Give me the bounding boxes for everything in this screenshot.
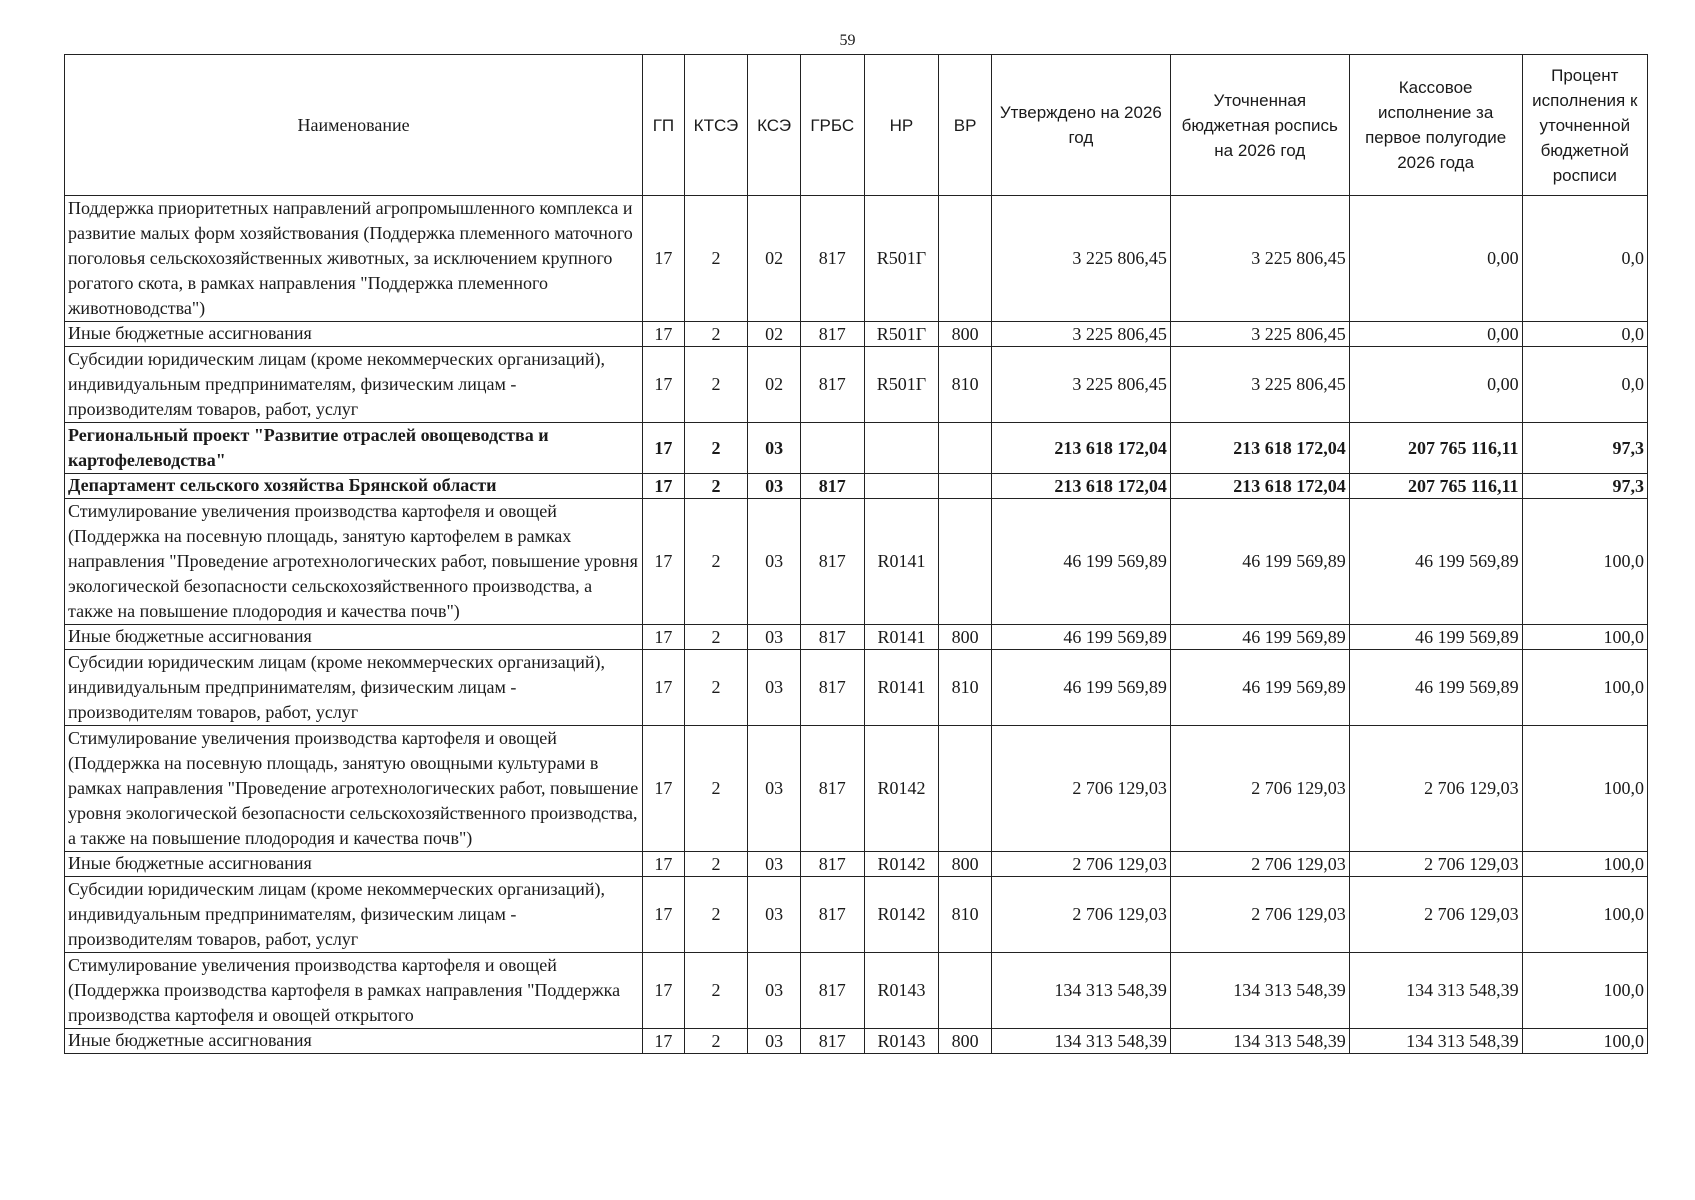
cell-percent: 100,0	[1522, 499, 1647, 625]
cell-kse: 02	[748, 347, 801, 423]
cell-kse: 03	[748, 474, 801, 499]
cell-approved: 213 618 172,04	[991, 423, 1170, 474]
cell-grbs: 817	[800, 1029, 864, 1054]
cell-ktse: 2	[684, 953, 748, 1029]
cell-gp: 17	[643, 625, 684, 650]
budget-table	[64, 54, 1648, 1054]
cell-approved: 134 313 548,39	[991, 953, 1170, 1029]
cell-name: Департамент сельского хозяйства Брянской области	[65, 474, 643, 499]
cell-cash: 2 706 129,03	[1349, 877, 1522, 953]
header-vr: ВР	[939, 55, 992, 196]
cell-gp: 17	[643, 196, 684, 322]
cell-vr: 800	[939, 322, 992, 347]
cell-nr	[864, 474, 939, 499]
table-body	[65, 196, 1648, 1054]
cell-grbs: 817	[800, 650, 864, 726]
cell-ktse: 2	[684, 322, 748, 347]
cell-gp: 17	[643, 726, 684, 852]
cell-kse: 03	[748, 852, 801, 877]
cell-name: Субсидии юридическим лицам (кроме некоммерческих организаций), индивидуальным предпринимателям, физическим лицам - производителям товаров, работ, услуг	[65, 347, 643, 423]
header-grbs: ГРБС	[800, 55, 864, 196]
cell-kse: 03	[748, 877, 801, 953]
cell-grbs: 817	[800, 347, 864, 423]
cell-kse: 03	[748, 726, 801, 852]
cell-grbs: 817	[800, 499, 864, 625]
cell-kse: 03	[748, 423, 801, 474]
cell-refined: 2 706 129,03	[1170, 877, 1349, 953]
cell-nr: R501Г	[864, 322, 939, 347]
cell-refined: 3 225 806,45	[1170, 196, 1349, 322]
cell-percent: 97,3	[1522, 474, 1647, 499]
cell-vr	[939, 196, 992, 322]
cell-cash: 46 199 569,89	[1349, 625, 1522, 650]
header-gp: ГП	[643, 55, 684, 196]
cell-percent: 0,0	[1522, 196, 1647, 322]
header-approved: Утверждено на 2026 год	[991, 55, 1170, 196]
cell-percent: 0,0	[1522, 347, 1647, 423]
cell-approved: 3 225 806,45	[991, 322, 1170, 347]
cell-name: Поддержка приоритетных направлений агропромышленного комплекса и развитие малых форм хозяйствования (Поддержка племенного маточного поголовья сельскохозяйственных животных, за исключением крупного рогатого скота, в рамках направления "Поддержка племенного животноводства")	[65, 196, 643, 322]
cell-ktse: 2	[684, 499, 748, 625]
cell-name: Иные бюджетные ассигнования	[65, 1029, 643, 1054]
page-number: 59	[839, 32, 856, 49]
cell-ktse: 2	[684, 852, 748, 877]
cell-ktse: 2	[684, 347, 748, 423]
cell-nr	[864, 423, 939, 474]
table-row	[65, 726, 1648, 852]
cell-approved: 46 199 569,89	[991, 650, 1170, 726]
cell-ktse: 2	[684, 877, 748, 953]
cell-vr	[939, 953, 992, 1029]
cell-percent: 100,0	[1522, 1029, 1647, 1054]
cell-percent: 100,0	[1522, 625, 1647, 650]
cell-nr: R0141	[864, 499, 939, 625]
cell-percent: 97,3	[1522, 423, 1647, 474]
cell-name: Субсидии юридическим лицам (кроме некоммерческих организаций), индивидуальным предпринимателям, физическим лицам - производителям товаров, работ, услуг	[65, 877, 643, 953]
cell-vr: 810	[939, 347, 992, 423]
cell-vr: 800	[939, 625, 992, 650]
cell-refined: 134 313 548,39	[1170, 1029, 1349, 1054]
cell-vr: 810	[939, 650, 992, 726]
cell-ktse: 2	[684, 196, 748, 322]
cell-kse: 03	[748, 650, 801, 726]
cell-name: Стимулирование увеличения производства картофеля и овощей (Поддержка производства картофеля в рамках направления "Поддержка производства картофеля и овощей открытого	[65, 953, 643, 1029]
cell-cash: 0,00	[1349, 322, 1522, 347]
cell-cash: 0,00	[1349, 196, 1522, 322]
table-row	[65, 499, 1648, 625]
cell-refined: 213 618 172,04	[1170, 423, 1349, 474]
cell-percent: 100,0	[1522, 852, 1647, 877]
cell-kse: 03	[748, 1029, 801, 1054]
cell-gp: 17	[643, 322, 684, 347]
cell-name: Иные бюджетные ассигнования	[65, 852, 643, 877]
cell-approved: 3 225 806,45	[991, 196, 1170, 322]
cell-grbs: 817	[800, 625, 864, 650]
cell-cash: 46 199 569,89	[1349, 650, 1522, 726]
cell-ktse: 2	[684, 650, 748, 726]
header-name: Наименование	[65, 55, 643, 196]
table-row	[65, 474, 1648, 499]
cell-percent: 100,0	[1522, 726, 1647, 852]
cell-grbs: 817	[800, 877, 864, 953]
cell-refined: 46 199 569,89	[1170, 650, 1349, 726]
cell-nr: R0142	[864, 877, 939, 953]
cell-refined: 3 225 806,45	[1170, 347, 1349, 423]
cell-nr: R0143	[864, 953, 939, 1029]
cell-percent: 0,0	[1522, 322, 1647, 347]
header-ktse: КТСЭ	[684, 55, 748, 196]
cell-nr: R0141	[864, 625, 939, 650]
cell-name: Иные бюджетные ассигнования	[65, 322, 643, 347]
cell-cash: 207 765 116,11	[1349, 474, 1522, 499]
table-row	[65, 852, 1648, 877]
cell-grbs: 817	[800, 726, 864, 852]
cell-gp: 17	[643, 1029, 684, 1054]
cell-refined: 213 618 172,04	[1170, 474, 1349, 499]
cell-grbs: 817	[800, 474, 864, 499]
table-row	[65, 423, 1648, 474]
cell-gp: 17	[643, 650, 684, 726]
cell-nr: R0142	[864, 852, 939, 877]
cell-approved: 2 706 129,03	[991, 726, 1170, 852]
table-row	[65, 625, 1648, 650]
header-nr: НР	[864, 55, 939, 196]
cell-nr: R0143	[864, 1029, 939, 1054]
cell-gp: 17	[643, 474, 684, 499]
cell-gp: 17	[643, 953, 684, 1029]
cell-gp: 17	[643, 852, 684, 877]
cell-vr	[939, 474, 992, 499]
cell-vr	[939, 726, 992, 852]
cell-cash: 2 706 129,03	[1349, 726, 1522, 852]
cell-kse: 03	[748, 953, 801, 1029]
cell-cash: 46 199 569,89	[1349, 499, 1522, 625]
cell-cash: 2 706 129,03	[1349, 852, 1522, 877]
cell-nr: R501Г	[864, 347, 939, 423]
cell-ktse: 2	[684, 1029, 748, 1054]
cell-approved: 2 706 129,03	[991, 877, 1170, 953]
cell-name: Стимулирование увеличения производства картофеля и овощей (Поддержка на посевную площадь, занятую овощными культурами в рамках направления "Проведение агротехнологических работ, повышение уровня экологической безопасности сельскохозяйственного производства, а также на повышение плодородия и качества почв")	[65, 726, 643, 852]
cell-cash: 0,00	[1349, 347, 1522, 423]
cell-refined: 46 199 569,89	[1170, 625, 1349, 650]
cell-grbs: 817	[800, 322, 864, 347]
cell-vr: 810	[939, 877, 992, 953]
cell-ktse: 2	[684, 423, 748, 474]
cell-name: Иные бюджетные ассигнования	[65, 625, 643, 650]
cell-name: Региональный проект "Развитие отраслей овощеводства и картофелеводства"	[65, 423, 643, 474]
cell-kse: 02	[748, 196, 801, 322]
cell-refined: 46 199 569,89	[1170, 499, 1349, 625]
cell-vr: 800	[939, 1029, 992, 1054]
cell-refined: 134 313 548,39	[1170, 953, 1349, 1029]
cell-gp: 17	[643, 347, 684, 423]
table-row	[65, 1029, 1648, 1054]
cell-approved: 46 199 569,89	[991, 499, 1170, 625]
cell-name: Стимулирование увеличения производства картофеля и овощей (Поддержка на посевную площадь, занятую картофелем в рамках направления "Проведение агротехнологических работ, повышение уровня экологической безопасности сельскохозяйственного производства, а также на повышение плодородия и качества почв")	[65, 499, 643, 625]
table-row	[65, 877, 1648, 953]
header-cash: Кассовое исполнение за первое полугодие 2026 года	[1349, 55, 1522, 196]
cell-ktse: 2	[684, 726, 748, 852]
cell-vr	[939, 423, 992, 474]
cell-nr: R0141	[864, 650, 939, 726]
cell-nr: R501Г	[864, 196, 939, 322]
cell-vr	[939, 499, 992, 625]
cell-vr: 800	[939, 852, 992, 877]
cell-percent: 100,0	[1522, 953, 1647, 1029]
cell-ktse: 2	[684, 625, 748, 650]
cell-cash: 134 313 548,39	[1349, 953, 1522, 1029]
cell-gp: 17	[643, 423, 684, 474]
table-header-row	[65, 55, 1648, 196]
cell-approved: 3 225 806,45	[991, 347, 1170, 423]
cell-refined: 2 706 129,03	[1170, 852, 1349, 877]
cell-kse: 02	[748, 322, 801, 347]
cell-gp: 17	[643, 877, 684, 953]
cell-cash: 207 765 116,11	[1349, 423, 1522, 474]
cell-nr: R0142	[864, 726, 939, 852]
cell-refined: 3 225 806,45	[1170, 322, 1349, 347]
cell-approved: 46 199 569,89	[991, 625, 1170, 650]
cell-gp: 17	[643, 499, 684, 625]
cell-kse: 03	[748, 625, 801, 650]
table-row	[65, 650, 1648, 726]
cell-approved: 2 706 129,03	[991, 852, 1170, 877]
cell-grbs: 817	[800, 852, 864, 877]
cell-refined: 2 706 129,03	[1170, 726, 1349, 852]
cell-grbs: 817	[800, 953, 864, 1029]
cell-cash: 134 313 548,39	[1349, 1029, 1522, 1054]
table-row	[65, 196, 1648, 322]
header-refined: Уточненная бюджетная роспись на 2026 год	[1170, 55, 1349, 196]
cell-grbs: 817	[800, 196, 864, 322]
table-row	[65, 322, 1648, 347]
header-percent: Процент исполнения к уточненной бюджетной росписи	[1522, 55, 1647, 196]
header-kse: КСЭ	[748, 55, 801, 196]
cell-kse: 03	[748, 499, 801, 625]
cell-approved: 134 313 548,39	[991, 1029, 1170, 1054]
table-row	[65, 953, 1648, 1029]
cell-grbs	[800, 423, 864, 474]
cell-name: Субсидии юридическим лицам (кроме некоммерческих организаций), индивидуальным предпринимателям, физическим лицам - производителям товаров, работ, услуг	[65, 650, 643, 726]
cell-ktse: 2	[684, 474, 748, 499]
cell-percent: 100,0	[1522, 650, 1647, 726]
cell-approved: 213 618 172,04	[991, 474, 1170, 499]
table-row	[65, 347, 1648, 423]
cell-percent: 100,0	[1522, 877, 1647, 953]
